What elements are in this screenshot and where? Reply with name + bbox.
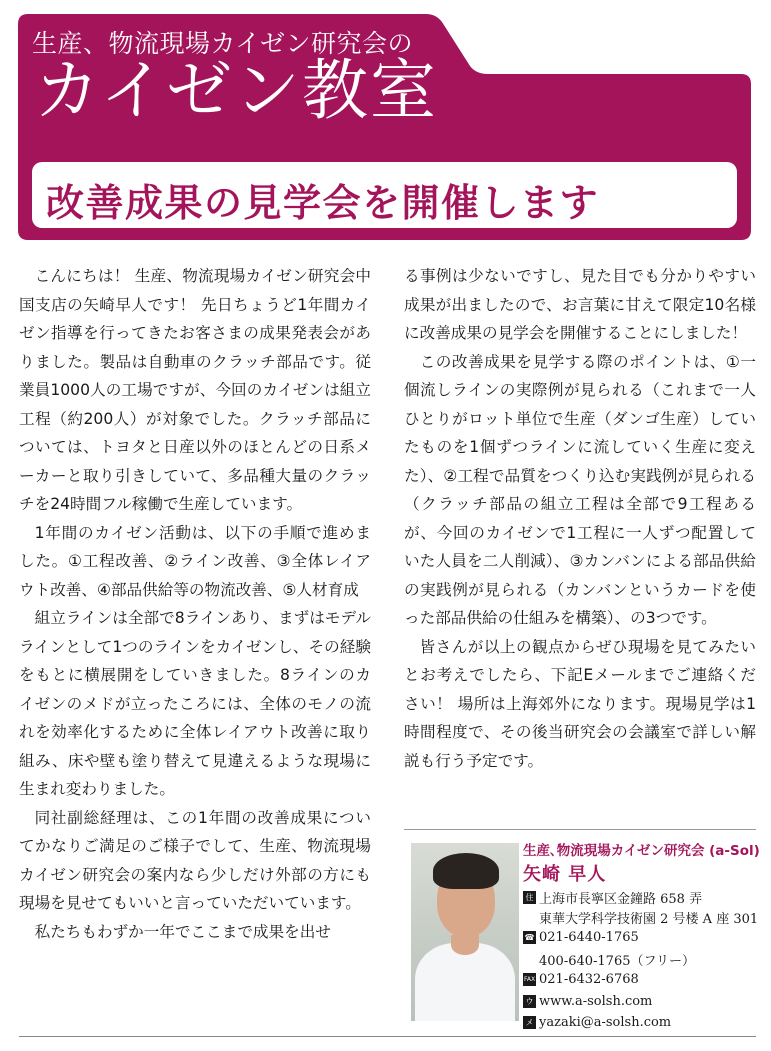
profile-divider: [404, 829, 756, 830]
email-line: [523, 1015, 671, 1030]
fax-number: 021-6432-6768: [539, 972, 639, 987]
article-subtitle: 改善成果の見学会を開催します: [46, 181, 600, 225]
header-banner: [18, 14, 751, 240]
article-column-left: [19, 262, 371, 946]
address-line-2: [523, 908, 758, 927]
article-paragraph: 皆さんが以上の観点からぜひ現場を見てみたいとお考えでしたら、下記Eメールまでご連絡ください！ 場所は上海郊外になります。現場見学は1時間程度で、その後当研究会の会議室で詳しい解説も行う予定です。: [404, 637, 756, 770]
article-paragraph: こんにちは！ 生産、物流現場カイゼン研究会中国支店の矢崎早人です！ 先日ちょうど1年間カイゼン指導を行ってきたお客さまの成果発表会がありました。製品は自動車のクラッチ部品です。従業員1000人の工場ですが、今回のカイゼンは組立工程（約200人）が対象でした。クラッチ部品については、トヨタと日産以外のほとんどの日系メーカーと取り引きしていて、多品種大量のクラッチを24時間フル稼働で生産しています。: [19, 267, 371, 513]
phone-line: [523, 930, 639, 945]
web-line: [523, 994, 652, 1009]
phone-number[interactable]: 021-6440-1765: [539, 930, 639, 945]
author-photo: [411, 843, 519, 1021]
freephone-number[interactable]: 400-640-1765（フリー）: [539, 954, 695, 969]
footer-rule: [19, 1036, 756, 1037]
website-link[interactable]: www.a-solsh.com: [539, 994, 653, 1009]
page-title: カイゼン教室: [34, 52, 439, 129]
article-paragraph: 組立ラインは全部で8ラインあり、まずはモデルラインとして1つのラインをカイゼンし、その経験をもとに横展開をしていきました。8ラインのカイゼンのメドが立ったころには、全体のモノの流れを効率化するために全体レイアウト改善に取り組み、床や壁も塗り替えて見違えるような現場に生まれ変わりました。: [19, 609, 371, 798]
address-line-1: [523, 888, 702, 907]
address-icon: 住: [523, 891, 536, 904]
fax-line: [523, 972, 639, 987]
article-paragraph: 1年間のカイゼン活動は、以下の手順で進めました。①工程改善、②ライン改善、③全体レイアウト改善、④部品供給等の物流改善、⑤人材育成: [19, 523, 371, 599]
fax-icon: FAX: [523, 973, 536, 986]
web-icon: ウ: [523, 995, 536, 1008]
author-organization: 生産､物流現場カイゼン研究会 (a-Sol): [523, 843, 760, 859]
article-paragraph: 同社副総経理は、この1年間の改善成果についてかなりご満足のご様子でして、生産、物流現場カイゼン研究会の案内なら少しだけ外部の方にも現場を見せてもいいと言っていただいています。: [19, 808, 371, 912]
freephone-line: [523, 950, 695, 969]
address-text-1: 上海市長寧区金鐘路 658 弄: [539, 892, 703, 907]
series-label: 生産、物流現場カイゼン研究会の: [32, 29, 414, 58]
email-link[interactable]: yazaki@a-solsh.com: [539, 1015, 672, 1030]
article-paragraph: この改善成果を見学する際のポイントは、①一個流しラインの実際例が見られる（これまで一人ひとりがロット単位で生産（ダンゴ生産）していたものを1個ずつラインに流していく生産に変えた）、②工程で品質をつくり込む実践例が見られる（クラッチ部品の組立工程は全部で9工程あるが、今回のカイゼンで1工程に一人ずつ配置していた人員を二人削減）、③カンバンによる部品供給の実践例が見られる（カンバンというカードを使った部品供給の仕組みを構築）、の3つです。: [404, 352, 756, 627]
article-paragraph: 私たちもわずか一年でここまで成果を出せ: [34, 922, 331, 941]
mail-icon: メ: [523, 1016, 536, 1029]
article-paragraph-continued: る事例は少ないですし、見た目でも分かりやすい成果が出ましたので、お言葉に甘えて限定10名様に改善成果の見学会を開催することにしました！: [404, 267, 756, 342]
phone-icon: ☎: [524, 933, 535, 942]
article-column-right: [404, 262, 756, 775]
subtitle-box: [32, 162, 737, 228]
author-name: 矢崎 早人: [523, 864, 607, 885]
address-text-2: 東華大学科学技術園 2 号楼 A 座 301: [539, 912, 759, 927]
